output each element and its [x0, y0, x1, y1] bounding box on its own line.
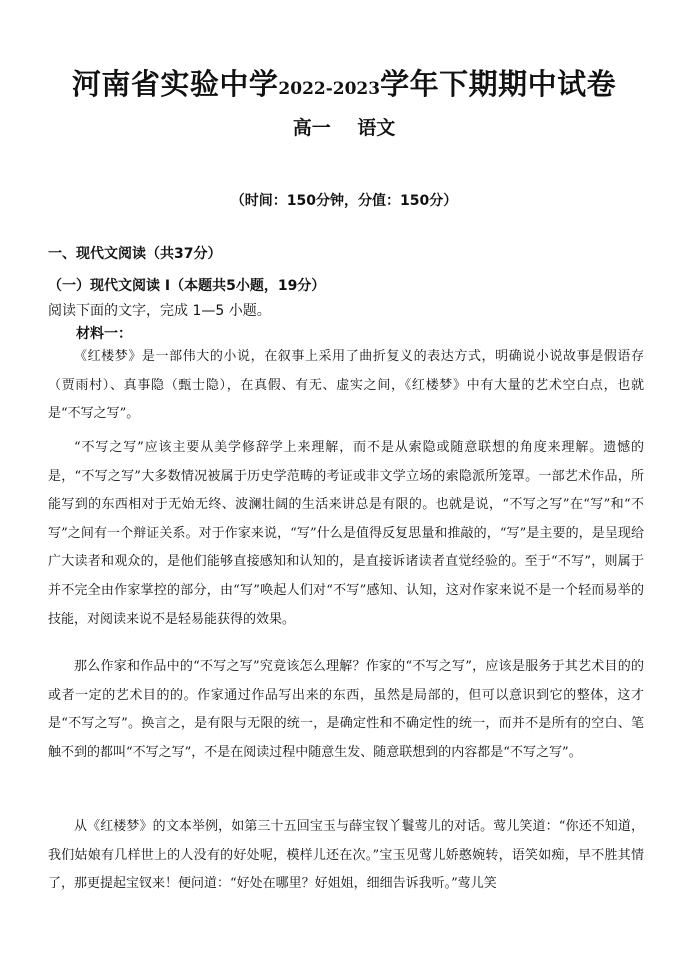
title-term: 学年下期期中试卷 — [380, 67, 617, 101]
paragraph-1: 《红楼梦》是一部伟大的小说，在叙事上采用了曲折复义的表达方式，明确说小说故事是假语存（贾雨村）、真事隐（甄士隐），在真假、有无、虚实之间，《红楼梦》中有大量的艺术空白点，也就是“不写之写”。 — [48, 349, 644, 422]
exam-subtitle: 高一 语文 — [292, 117, 396, 139]
title-year: 2022-2023 — [278, 79, 381, 99]
exam-title — [0, 62, 688, 103]
material-label: 材料一： — [76, 326, 132, 342]
sub-section-heading: （一）现代文阅读 I（本题共5小题，19分） — [48, 278, 326, 294]
exam-time-score: （时间：150分钟，分值：150分） — [230, 193, 458, 209]
paragraph-4: 从《红楼梦》的文本举例，如第三十五回宝玉与薛宝钗丫鬟莺儿的对话。莺儿笑道：“你还不知道，我们姑娘有几样世上的人没有的好处呢，模样儿还在次。”宝玉见莺儿娇憨婉转，语笑如痴，早不胜其情了，那更提起宝钗来！便问道：“好处在哪里？好姐姐，细细告诉我听。”莺儿笑 — [48, 819, 644, 892]
title-school: 河南省实验中学 — [71, 67, 279, 101]
paragraph-2: “不写之写”应该主要从美学修辞学上来理解，而不是从索隐或随意联想的角度来理解。遗憾的是，“不写之写”大多数情况被属于历史学范畴的考证或非文学立场的索隐派所笼罩。一部艺术作品，所能写到的东西相对于无始无终、波澜壮阔的生活来讲总是有限的。也就是说，“不写之写”在“写”和“不写”之间有一个辩证关系。对于作家来说，“写”什么是值得反复思量和推敲的，“写”是主要的，是呈现给广大读者和观众的，是他们能够直接感知和认知的，是直接诉诸读者直觉经验的。至于“不写”，则属于并不完全由作家掌控的部分，由“写”唤起人们对“不写”感知、认知，这对作家来说不是一个轻而易举的技能，对阅读来说不是轻易能获得的效果。 — [48, 440, 644, 627]
reading-instruction: 阅读下面的文字，完成 1—5 小题。 — [48, 303, 271, 319]
paragraph-3: 那么作家和作品中的“不写之写”究竟该怎么理解？作家的“不写之写”，应该是服务于其艺术目的的或者一定的艺术目的的。作家通过作品写出来的东西，虽然是局部的，但可以意识到它的整体，这才是“不写之写”。换言之，是有限与无限的统一，是确定性和不确定性的统一，而并不是所有的空白、笔触不到的都叫“不写之写”，不是在阅读过程中随意生发、随意联想到的内容都是“不写之写”。 — [48, 659, 644, 760]
section-heading: 一、现代文阅读（共37分） — [48, 246, 222, 262]
